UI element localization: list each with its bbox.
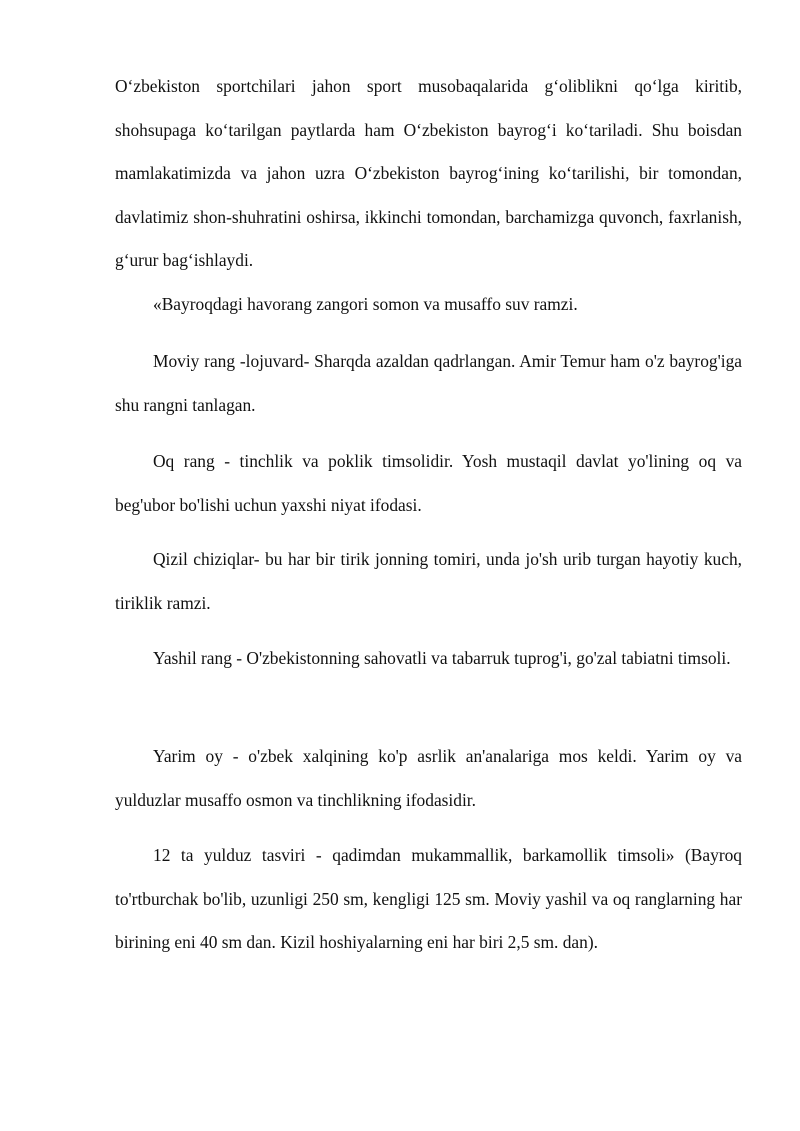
paragraph-light-blue-meaning: «Bayroqdagi havorang zangori somon va musaffo suv ramzi. bbox=[153, 294, 578, 314]
paragraph-sports-flag: O‘zbekiston sportchilari jahon sport musobaqalarida g‘oliblikni qo‘lga kiritib, shohsupaga ko‘tarilgan paytlarda ham O‘zbekiston bayrog‘i ko‘tariladi. Shu boisdan mamlakatimizda va jahon uzra O‘zbekiston bayrog‘ining ko‘tarilishi, bir tomondan, davlatimiz shon-shuhratini oshirsa, ikkinchi tomondan, barchamizga quvonch, faxrlanish, g‘urur bag‘ishlaydi. bbox=[115, 76, 742, 270]
paragraph-green-color: Yashil rang - O'zbekistonning sahovatli va tabarruk tuprog'i, go'zal tabiatni timsoli. bbox=[153, 648, 731, 668]
paragraph-blue-color: Moviy rang -lojuvard- Sharqda azaldan qadrlangan. Amir Temur ham o'z bayrog'iga shu rangni tanlagan. bbox=[115, 351, 742, 415]
paragraph-crescent-moon: Yarim oy - o'zbek xalqining ko'p asrlik an'analariga mos keldi. Yarim oy va yulduzlar musaffo osmon va tinchlikning ifodasidir. bbox=[115, 746, 742, 810]
paragraph-white-color: Oq rang - tinchlik va poklik timsolidir. Yosh mustaqil davlat yo'lining oq va beg'ubor bo'lishi uchun yaxshi niyat ifodasi. bbox=[115, 451, 742, 515]
paragraph-twelve-stars: 12 ta yulduz tasviri - qadimdan mukammallik, barkamollik timsoli» (Bayroq to'rtburchak bo'lib, uzunligi 250 sm, kengligi 125 sm. Moviy yashil va oq ranglarning har birining eni 40 sm dan. Kizil hoshiyalarning eni har biri 2,5 sm. dan). bbox=[115, 845, 742, 952]
paragraph-red-stripes: Qizil chiziqlar- bu har bir tirik jonning tomiri, unda jo'sh urib turgan hayotiy kuch, tiriklik ramzi. bbox=[115, 549, 742, 613]
